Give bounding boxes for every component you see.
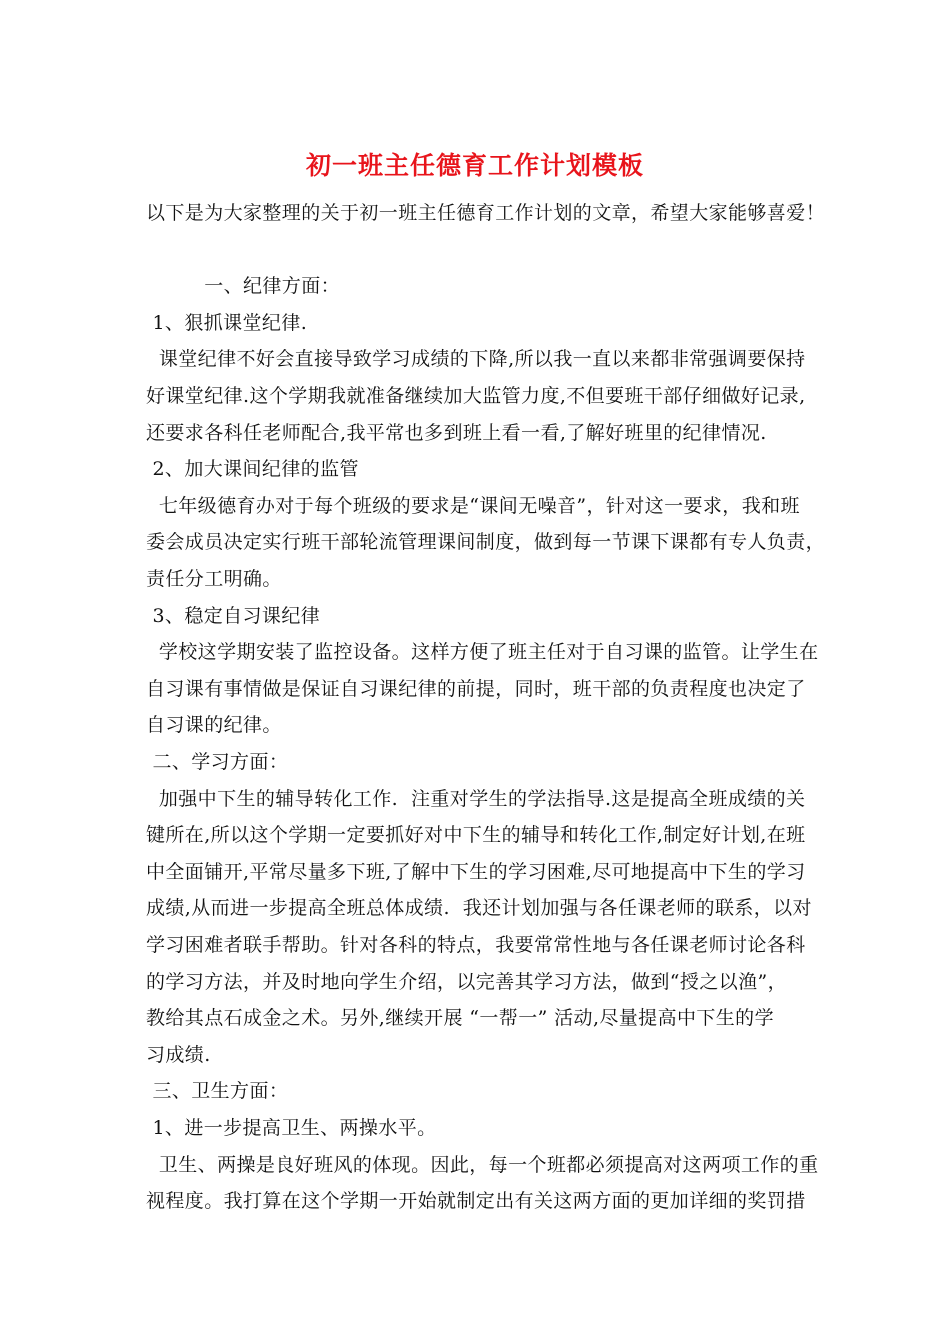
text-line: 以下是为大家整理的关于初一班主任德育工作计划的文章，希望大家能够喜爱！ bbox=[146, 202, 826, 224]
text-line: 学校这学期安装了监控设备。这样方便了班主任对于自习课的监管。让学生在 bbox=[146, 641, 819, 664]
text-line: 好课堂纪律.这个学期我就准备继续加大监管力度,不但要班干部仔细做好记录, bbox=[146, 385, 806, 407]
text-line: 三、卫生方面： bbox=[146, 1080, 289, 1103]
text-line: 自习课的纪律。 bbox=[146, 714, 282, 737]
text-line: 课堂纪律不好会直接导致学习成绩的下降,所以我一直以来都非常强调要保持 bbox=[146, 348, 806, 371]
text-line: 卫生、两操是良好班风的体现。因此，每一个班都必须提高对这两项工作的重 bbox=[146, 1153, 819, 1176]
text-line: 教给其点石成金之术。另外,继续开展 “一帮一” 活动,尽量提高中下生的学 bbox=[146, 1007, 774, 1030]
text-line: 中全面铺开,平常尽量多下班,了解中下生的学习困难,尽可地提高中下生的学习 bbox=[146, 860, 806, 883]
text-line: 七年级德育办对于每个班级的要求是“课间无噪音”，针对这一要求，我和班 bbox=[146, 494, 800, 517]
text-line: 的学习方法，并及时地向学生介绍，以完善其学习方法，做到“授之以渔”， bbox=[146, 970, 788, 993]
text-line: 3、稳定自习课纪律 bbox=[146, 604, 321, 627]
document-title: 初一班主任德育工作计划模板 bbox=[305, 151, 644, 180]
text-line: 1、狠抓课堂纪律. bbox=[146, 311, 308, 334]
text-line: 二、学习方面： bbox=[146, 751, 289, 773]
text-line: 成绩,从而进一步提高全班总体成绩. 我还计划加强与各任课老师的联系，以对 bbox=[146, 897, 812, 920]
text-line: 委会成员决定实行班干部轮流管理课间制度，做到每一节课下课都有专人负责， bbox=[146, 531, 826, 554]
text-line: 一、纪律方面： bbox=[146, 275, 341, 298]
text-line: 2、加大课间纪律的监管 bbox=[146, 458, 359, 481]
text-line: 习成绩. bbox=[146, 1043, 211, 1066]
text-line: 还要求各科任老师配合,我平常也多到班上看一看,了解好班里的纪律情况. bbox=[146, 421, 767, 444]
text-line: 视程度。我打算在这个学期一开始就制定出有关这两方面的更加详细的奖罚措 bbox=[146, 1190, 806, 1213]
text-line: 学习困难者联手帮助。针对各科的特点，我要常常性地与各任课老师讨论各科 bbox=[146, 934, 806, 956]
text-line: 自习课有事情做是保证自习课纪律的前提，同时，班干部的负责程度也决定了 bbox=[146, 677, 806, 700]
text-line: 1、进一步提高卫生、两操水平。 bbox=[146, 1117, 437, 1139]
text-line: 加强中下生的辅导转化工作. 注重对学生的学法指导.这是提高全班成绩的关 bbox=[146, 787, 806, 810]
text-line: 责任分工明确。 bbox=[146, 568, 282, 590]
text-line: 键所在,所以这个学期一定要抓好对中下生的辅导和转化工作,制定好计划,在班 bbox=[146, 824, 806, 847]
